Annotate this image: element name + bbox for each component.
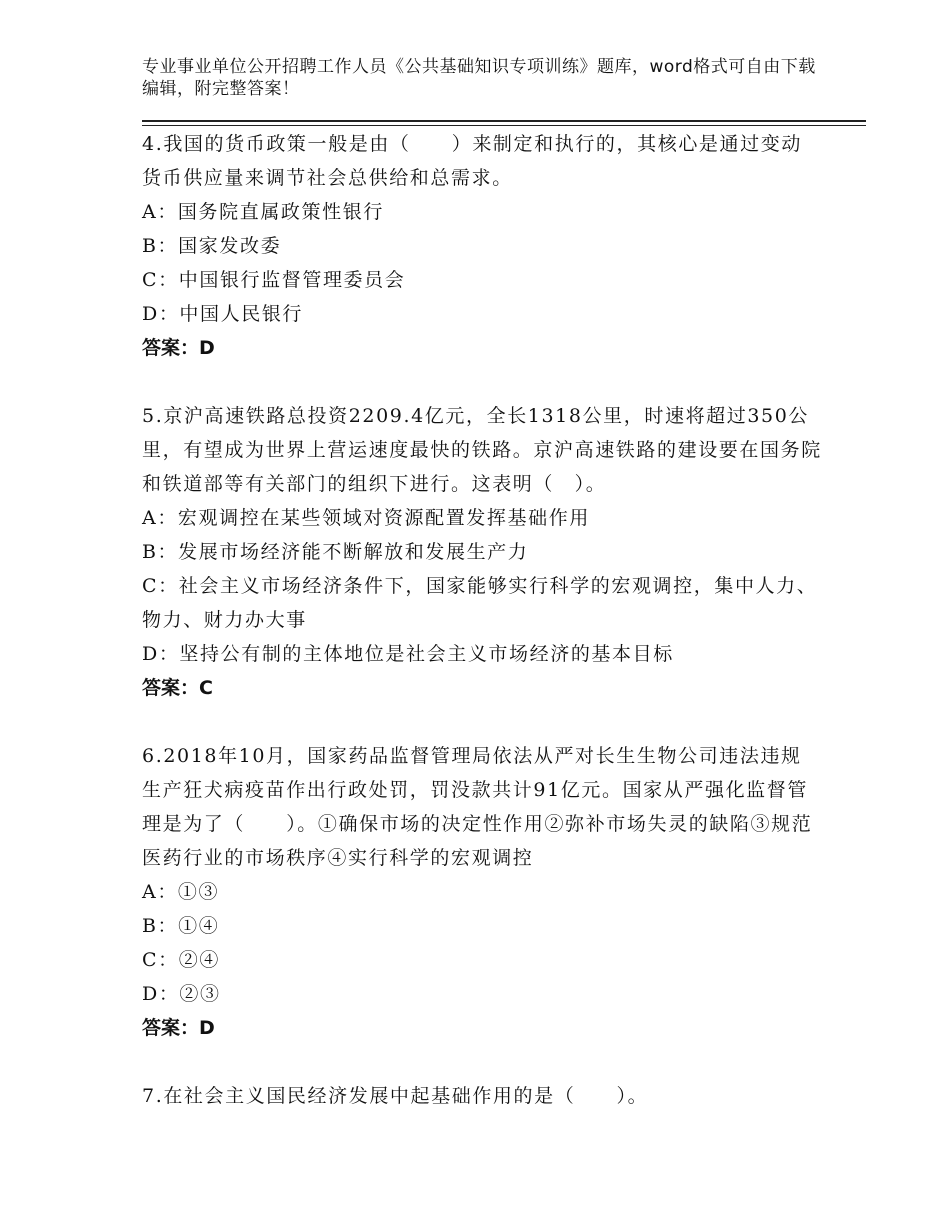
- option-a: A：①③: [142, 881, 220, 903]
- option-b: B：国家发改委: [142, 235, 282, 257]
- option-c: C：中国银行监督管理委员会: [142, 269, 406, 291]
- document-header: 专业事业单位公开招聘工作人员《公共基础知识专项训练》题库，word格式可自由下载编辑，附完整答案！: [142, 57, 816, 99]
- header-rule-thick: [142, 120, 866, 122]
- option-d: D：②③: [142, 983, 221, 1005]
- question-7: [142, 1079, 822, 1113]
- option-a: A：国务院直属政策性银行: [142, 201, 384, 223]
- header-rule-thin: [142, 125, 866, 126]
- option-a: A：宏观调控在某些领域对资源配置发挥基础作用: [142, 507, 590, 529]
- question-list: [142, 127, 822, 1147]
- question-4: [142, 127, 822, 365]
- answer: 答案：C: [142, 677, 213, 699]
- answer: 答案：D: [142, 1017, 215, 1039]
- option-d: D：中国人民银行: [142, 303, 304, 325]
- option-c: C：②④: [142, 949, 220, 971]
- question-stem: 7.在社会主义国民经济发展中起基础作用的是（ ）。: [142, 1085, 649, 1107]
- option-b: B：①④: [142, 915, 220, 937]
- option-c: C：社会主义市场经济条件下，国家能够实行科学的宏观调控，集中人力、物力、财力办大事: [142, 575, 818, 631]
- question-stem: 5.京沪高速铁路总投资2209.4亿元，全长1318公里，时速将超过350公里，有望成为世界上营运速度最快的铁路。京沪高速铁路的建设要在国务院和铁道部等有关部门的组织下进行。这表明（ ）。: [142, 405, 822, 495]
- question-stem: 6.2018年10月，国家药品监督管理局依法从严对长生生物公司违法违规生产狂犬病疫苗作出行政处罚，罚没款共计91亿元。国家从严强化监督管理是为了（ ）。①确保市场的决定性作用②弥补市场失灵的缺陷③规范医药行业的市场秩序④实行科学的宏观调控: [142, 745, 813, 869]
- answer: 答案：D: [142, 337, 215, 359]
- question-5: [142, 399, 822, 705]
- question-stem: 4.我国的货币政策一般是由（ ）来制定和执行的，其核心是通过变动货币供应量来调节社会总供给和总需求。: [142, 133, 802, 189]
- option-b: B：发展市场经济能不断解放和发展生产力: [142, 541, 529, 563]
- option-d: D：坚持公有制的主体地位是社会主义市场经济的基本目标: [142, 643, 674, 665]
- question-6: [142, 739, 822, 1045]
